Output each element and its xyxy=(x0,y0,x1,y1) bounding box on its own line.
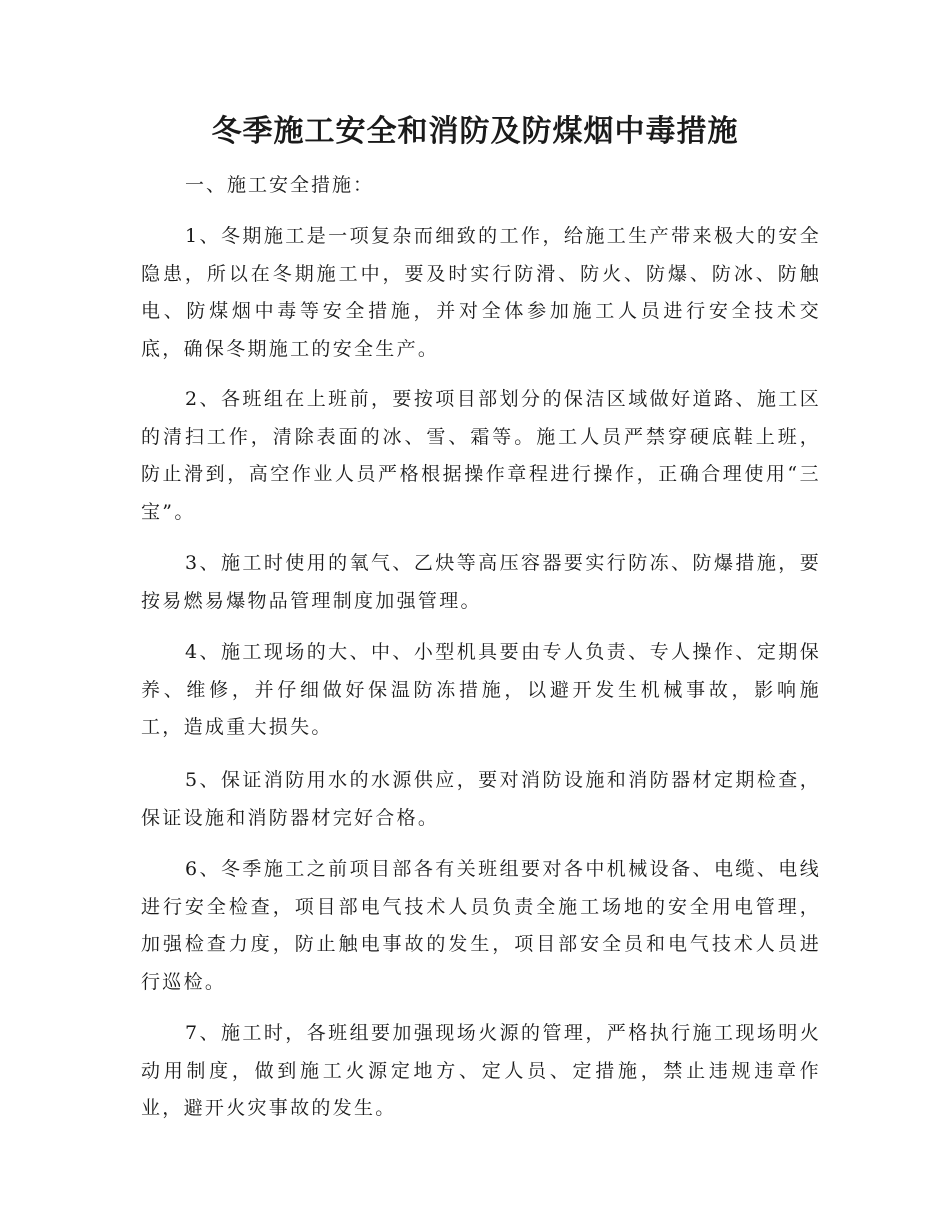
document-title: 冬季施工安全和消防及防煤烟中毒措施 xyxy=(211,114,739,149)
paragraph-3: 3、施工时使用的氧气、乙炔等高压容器要实行防冻、防爆措施，要按易燃易爆物品管理制度加强管理。 xyxy=(141,552,821,612)
paragraph-7: 7、施工时，各班组要加强现场火源的管理，严格执行施工现场明火动用制度，做到施工火源定地方、定人员、定措施，禁止违规违章作业，避开火灾事故的发生。 xyxy=(141,1022,821,1119)
paragraph-2: 2、各班组在上班前，要按项目部划分的保洁区域做好道路、施工区的清扫工作，清除表面的冰、雪、霜等。施工人员严禁穿硬底鞋上班，防止滑到，高空作业人员严格根据操作章程进行操作，正确合理使用“三宝”。 xyxy=(141,388,821,523)
paragraph-5: 5、保证消防用水的水源供应，要对消防设施和消防器材定期检查，保证设施和消防器材完好合格。 xyxy=(141,769,821,829)
paragraph-1: 1、冬期施工是一项复杂而细致的工作，给施工生产带来极大的安全隐患，所以在冬期施工中，要及时实行防滑、防火、防爆、防冰、防触电、防煤烟中毒等安全措施，并对全体参加施工人员进行安全技术交底，确保冬期施工的安全生产。 xyxy=(141,225,821,360)
paragraph-6: 6、冬季施工之前项目部各有关班组要对各中机械设备、电缆、电线进行安全检查，项目部电气技术人员负责全施工场地的安全用电管理，加强检查力度，防止触电事故的发生，项目部安全员和电气技术人员进行巡检。 xyxy=(141,858,821,993)
paragraph-4: 4、施工现场的大、中、小型机具要由专人负责、专人操作、定期保养、维修，并仔细做好保温防冻措施，以避开发生机械事故，影响施工，造成重大损失。 xyxy=(141,641,821,738)
section-heading: 一、施工安全措施： xyxy=(185,174,375,196)
